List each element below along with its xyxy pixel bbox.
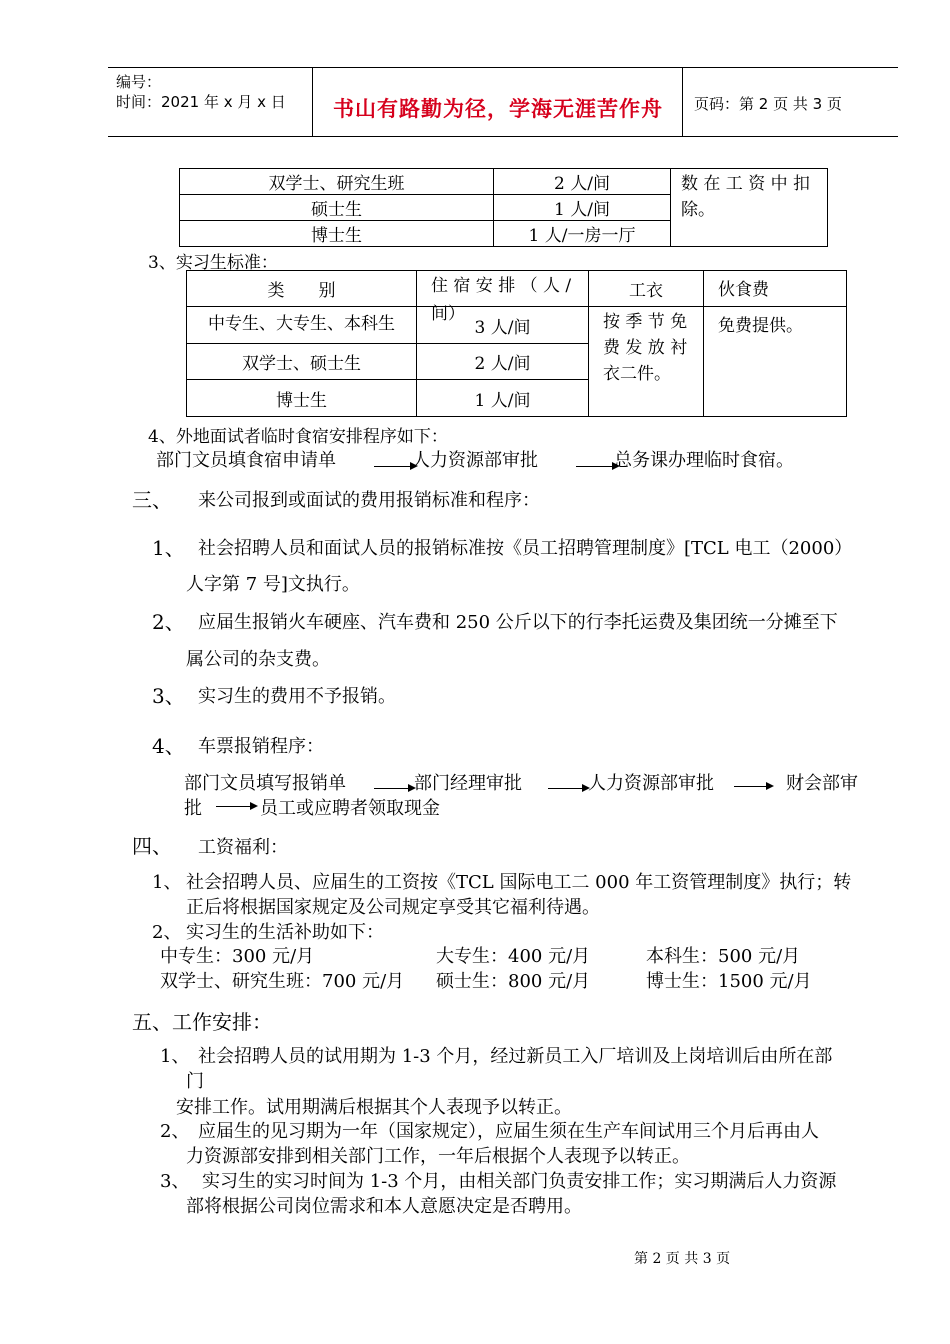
item-number: 1、 bbox=[160, 1046, 190, 1067]
table-cell: 博士生 bbox=[180, 221, 494, 247]
page-footer: 第 2 页 共 3 页 bbox=[634, 1251, 731, 1267]
item-number: 1、 bbox=[152, 536, 185, 560]
flow-step: 人力资源部审批 bbox=[412, 450, 538, 471]
clothing-line: 衣二件。 bbox=[603, 364, 671, 384]
column-header: 工衣 bbox=[589, 271, 704, 307]
note-line: 除。 bbox=[681, 200, 715, 220]
housing-table-graduates bbox=[179, 168, 828, 247]
paragraph-line: 门 bbox=[186, 1071, 204, 1092]
note-line: 数 在 工 资 中 扣 bbox=[681, 174, 811, 194]
column-header bbox=[417, 271, 589, 324]
intern-standard-table bbox=[186, 270, 847, 417]
flow-arrow-icon bbox=[374, 788, 414, 789]
table-cell: 双学士、研究生班 bbox=[180, 169, 494, 195]
flow-arrow-icon bbox=[548, 788, 588, 789]
item-number: 2、 bbox=[152, 922, 182, 943]
header-divider bbox=[682, 68, 683, 136]
allowance-item: 博士生：1500 元/月 bbox=[646, 971, 812, 992]
item-number: 1、 bbox=[152, 872, 182, 893]
header-page-label: 页码：第 2 页 共 3 页 bbox=[694, 95, 842, 113]
paragraph-line: 应届生的见习期为一年（国家规定），应届生须在生产车间试用三个月后再由人 bbox=[198, 1121, 819, 1142]
deduction-note-cell bbox=[671, 169, 828, 247]
column-header: 伙食费 bbox=[704, 271, 847, 307]
flow-step: 部门文员填写报销单 bbox=[184, 773, 346, 794]
allowance-item: 本科生：500 元/月 bbox=[646, 946, 801, 967]
table-row bbox=[180, 169, 828, 195]
flow-step: 员工或应聘者领取现金 bbox=[260, 798, 440, 819]
flow-arrow-icon bbox=[734, 786, 772, 787]
section-number: 四、 bbox=[132, 834, 172, 858]
item-number: 2、 bbox=[160, 1121, 190, 1142]
column-header: 类 别 bbox=[187, 271, 417, 307]
paragraph-line: 属公司的杂支费。 bbox=[186, 649, 330, 670]
paragraph-line: 社会招聘人员的试用期为 1-3 个月，经过新员工入厂培训及上岗培训后由所在部 bbox=[198, 1046, 833, 1067]
allowance-item: 硕士生：800 元/月 bbox=[436, 971, 591, 992]
table-cell: 1 人/间 bbox=[494, 195, 671, 221]
paragraph-line: 社会招聘人员和面试人员的报销标准按《员工招聘管理制度》[TCL 电工（2000） bbox=[198, 538, 853, 559]
paragraph-line: 部将根据公司岗位需求和本人意愿决定是否聘用。 bbox=[186, 1196, 582, 1217]
table-row bbox=[187, 307, 847, 344]
paragraph-line: 车票报销程序： bbox=[198, 736, 324, 757]
allowance-item: 双学士、研究生班：700 元/月 bbox=[160, 971, 405, 992]
paragraph-line: 人字第 7 号]文执行。 bbox=[186, 574, 360, 595]
flow-step: 批 bbox=[184, 798, 202, 819]
flow-step: 总务课办理临时食宿。 bbox=[614, 450, 794, 471]
meals-cell: 免费提供。 bbox=[704, 307, 847, 417]
paragraph-line: 社会招聘人员、应届生的工资按《TCL 国际电工二 000 年工资管理制度》执行；转 bbox=[186, 872, 852, 893]
table-cell: 2 人/间 bbox=[417, 344, 589, 380]
table-cell bbox=[187, 307, 417, 344]
item-number: 4、 bbox=[152, 734, 185, 758]
paragraph-line: 实习生的费用不予报销。 bbox=[198, 686, 396, 707]
flow-step: 部门文员填食宿申请单 bbox=[156, 450, 336, 471]
interview-heading: 4、外地面试者临时食宿安排程序如下： bbox=[148, 427, 448, 447]
table-header-row bbox=[187, 271, 847, 307]
paragraph-line: 力资源部安排到相关部门工作，一年后根据个人表现予以转正。 bbox=[186, 1146, 690, 1167]
flow-step: 人力资源部审批 bbox=[588, 773, 714, 794]
table-cell: 双学士、硕士生 bbox=[187, 344, 417, 380]
flow-arrow-icon bbox=[576, 466, 618, 467]
clothing-line: 费 发 放 衬 bbox=[603, 338, 688, 358]
section-title: 来公司报到或面试的费用报销标准和程序： bbox=[198, 490, 540, 511]
header-divider bbox=[312, 68, 313, 136]
allowance-item: 中专生：300 元/月 bbox=[160, 946, 315, 967]
flow-arrow-icon bbox=[374, 466, 416, 467]
item-number: 2、 bbox=[152, 610, 185, 634]
paragraph-line: 正后将根据国家规定及公司规定享受其它福利待遇。 bbox=[186, 897, 600, 918]
section-number: 三、 bbox=[132, 488, 172, 512]
item-number: 3、 bbox=[152, 684, 185, 708]
flow-step: 部门经理审批 bbox=[414, 773, 522, 794]
column-header-text: 住 宿 安 排 （ 人 / 间） bbox=[431, 275, 572, 324]
document-number-label: 编号： bbox=[116, 73, 162, 91]
clothing-line: 按 季 节 免 bbox=[603, 312, 688, 332]
page-header bbox=[108, 67, 898, 137]
allowance-item: 大专生：400 元/月 bbox=[436, 946, 591, 967]
flow-step: 财会部审 bbox=[786, 773, 858, 794]
flow-arrow-icon bbox=[216, 806, 256, 807]
header-motto: 书山有路勤为径，学海无涯苦作舟 bbox=[333, 96, 663, 121]
intern-standard-heading: 3、实习生标准： bbox=[148, 253, 278, 273]
paragraph-line: 应届生报销火车硬座、汽车费和 250 公斤以下的行李托运费及集团统一分摊至下 bbox=[198, 612, 838, 633]
table-cell-text: 中专生、大专生、本科生 bbox=[208, 314, 395, 334]
table-cell: 硕士生 bbox=[180, 195, 494, 221]
clothing-cell bbox=[589, 307, 704, 417]
item-number: 3、 bbox=[160, 1171, 190, 1192]
table-cell: 3 人/间 bbox=[417, 307, 589, 344]
table-cell: 1 人/间 bbox=[417, 380, 589, 417]
section-title: 工资福利： bbox=[198, 837, 288, 858]
paragraph-line: 实习生的生活补助如下： bbox=[186, 922, 384, 943]
paragraph-line: 安排工作。试用期满后根据其个人表现予以转正。 bbox=[176, 1097, 572, 1118]
table-cell: 1 人/一房一厅 bbox=[494, 221, 671, 247]
document-date-label: 时间：2021 年 x 月 x 日 bbox=[116, 93, 286, 111]
table-cell: 博士生 bbox=[187, 380, 417, 417]
section-title: 五、工作安排： bbox=[132, 1010, 272, 1034]
table-cell: 2 人/间 bbox=[494, 169, 671, 195]
paragraph-line: 实习生的实习时间为 1-3 个月，由相关部门负责安排工作；实习期满后人力资源 bbox=[202, 1171, 837, 1192]
